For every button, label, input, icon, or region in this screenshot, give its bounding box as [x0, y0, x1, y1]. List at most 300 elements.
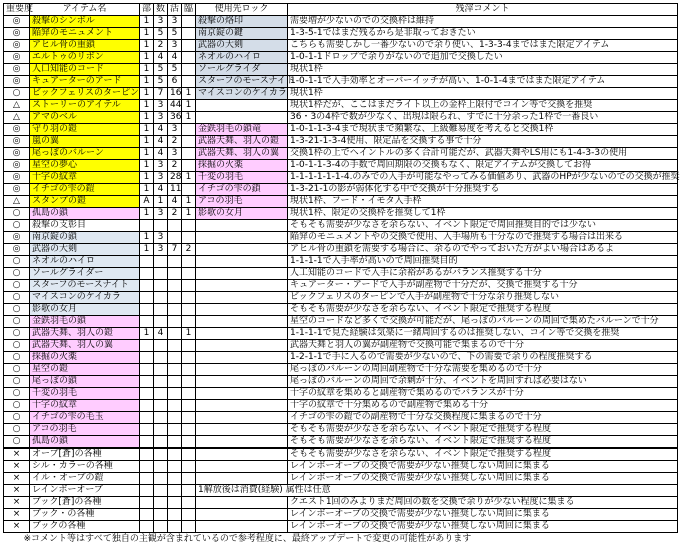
lock-target-cell [196, 400, 288, 412]
part-cell [140, 292, 154, 304]
table-row [4, 172, 678, 184]
part-cell: 1 [140, 76, 154, 88]
part-cell: 1 [140, 172, 154, 184]
count-cell: 1 [154, 196, 168, 208]
importance-cell: ◎ [4, 136, 30, 148]
comment-cell: そもそも需要が少なさを余らない、イベント限定で周回推奨目的では少ない [288, 220, 678, 232]
importance-cell: ◎ [4, 172, 30, 184]
temp-cell [182, 448, 196, 461]
importance-cell: △ [4, 112, 30, 124]
item-name-cell: ブック・の各種 [30, 509, 140, 521]
active-cell [168, 497, 182, 509]
comment-cell: 1-1-1-1で入手率が高いので周回推奨目的 [288, 256, 678, 268]
comment-cell: レインボーオーブの交換で需要が少ない推奨しない周回に集まる [288, 473, 678, 485]
table-row [4, 112, 678, 124]
active-cell [168, 316, 182, 328]
item-name-cell: ビックフェリスのターピン [30, 88, 140, 100]
importance-cell: ○ [4, 220, 30, 232]
part-cell [140, 509, 154, 521]
temp-cell [182, 184, 196, 196]
count-cell [154, 509, 168, 521]
lock-target-cell [196, 364, 288, 376]
table-row [4, 124, 678, 136]
item-name-cell: 尾っぽの鎖 [30, 376, 140, 388]
part-cell [140, 280, 154, 292]
header-count: 数 [154, 4, 168, 16]
item-name-cell: 十字の紋章 [30, 172, 140, 184]
active-cell: 6 [168, 76, 182, 88]
active-cell [168, 412, 182, 424]
importance-cell: ○ [4, 268, 30, 280]
count-cell: 4 [154, 124, 168, 136]
table-row [4, 328, 678, 340]
active-cell: 2 [168, 160, 182, 172]
count-cell [154, 412, 168, 424]
active-cell [168, 521, 182, 533]
part-cell: 1 [140, 40, 154, 52]
table-row [4, 521, 678, 533]
comment-cell: 星空のコードなど多くで交換が可能だが、尾っぽのバルーンの周回で集めたバルーンで十分 [288, 316, 678, 328]
table-row [4, 485, 678, 497]
importance-cell: ○ [4, 364, 30, 376]
item-name-cell: ブックの各種 [30, 521, 140, 533]
importance-cell: ○ [4, 280, 30, 292]
part-cell [140, 461, 154, 473]
header-active: 活 [168, 4, 182, 16]
item-name-cell: 千変の羽毛 [30, 388, 140, 400]
lock-target-cell [196, 412, 288, 424]
part-cell: 1 [140, 148, 154, 160]
item-table [3, 3, 678, 545]
count-cell: 4 [154, 148, 168, 160]
comment-cell: 現状1枠、フード・イモタ入手枠 [288, 196, 678, 208]
item-name-cell: ネオルのハイロ [30, 256, 140, 268]
item-name-cell: 採掘の火薬 [30, 352, 140, 364]
item-name-cell: 孤島の鎖 [30, 208, 140, 220]
lock-target-cell [196, 280, 288, 292]
part-cell [140, 316, 154, 328]
comment-cell: 陥穽のモニュメントやの交換で使用、入手場所も十分なので推奨する場合は出来る [288, 232, 678, 244]
item-name-cell: 金鉄羽毛の鎖 [30, 316, 140, 328]
temp-cell [182, 220, 196, 232]
active-cell [168, 461, 182, 473]
comment-cell: 需要増が少ないのでの交換枠は維持 [288, 16, 678, 28]
active-cell [168, 376, 182, 388]
temp-cell [182, 268, 196, 280]
active-cell: 3 [168, 16, 182, 28]
lock-target-cell [196, 232, 288, 244]
temp-cell [182, 461, 196, 473]
part-cell [140, 412, 154, 424]
active-cell: 3 [168, 124, 182, 136]
temp-cell [182, 436, 196, 449]
lock-target-cell: 金鉄羽毛の鎖竜 [196, 124, 288, 136]
importance-cell: ○ [4, 436, 30, 449]
temp-cell: 1 [182, 88, 196, 100]
comment-cell: 尾っぽのバルーンの周回で余剰が十分、イベントを周回すれば必要はない [288, 376, 678, 388]
table-row [4, 220, 678, 232]
count-cell: 3 [154, 16, 168, 28]
table-row [4, 64, 678, 76]
comment-cell: イチゴの雫の鎧での副産物で十分な交換程度に集まるので十分 [288, 412, 678, 424]
item-name-cell: 武器天舞、羽人の翼 [30, 340, 140, 352]
temp-cell [182, 364, 196, 376]
item-name-cell: シル・カラーの各種 [30, 461, 140, 473]
importance-cell: ○ [4, 316, 30, 328]
part-cell: 1 [140, 88, 154, 100]
temp-cell [182, 304, 196, 316]
lock-target-cell: 千変の羽毛 [196, 172, 288, 184]
table-row [4, 292, 678, 304]
importance-cell: ◎ [4, 28, 30, 40]
temp-cell [182, 64, 196, 76]
count-cell [154, 461, 168, 473]
count-cell: 2 [154, 40, 168, 52]
comment-cell: 1-0-1-1-3-4の手数で周回期限の交換もなく、限定アイテムが交換してお得 [288, 160, 678, 172]
lock-target-cell: ソールグライダ [196, 64, 288, 76]
item-name-cell: イル・オーブの鎧 [30, 473, 140, 485]
part-cell [140, 448, 154, 461]
active-cell: 5 [168, 64, 182, 76]
item-name-cell: イチゴの雫の毛玉 [30, 412, 140, 424]
part-cell: 1 [140, 64, 154, 76]
table-row [4, 88, 678, 100]
temp-cell [182, 232, 196, 244]
count-cell: 3 [154, 232, 168, 244]
part-cell: 1 [140, 52, 154, 64]
active-cell: 7 [168, 244, 182, 256]
active-cell [168, 400, 182, 412]
part-cell: 1 [140, 136, 154, 148]
lock-target-cell [196, 268, 288, 280]
active-cell [168, 473, 182, 485]
item-name-cell: 尾っぽのバルーン [30, 148, 140, 160]
item-name-cell: アヒル骨の重鎖 [30, 40, 140, 52]
importance-cell: ◎ [4, 244, 30, 256]
table-row [4, 232, 678, 244]
comment-cell: そもそも需要が少なさを余らない、イベント限定で推奨する程度 [288, 448, 678, 461]
active-cell [168, 436, 182, 449]
lock-target-cell [196, 112, 288, 124]
lock-target-cell: 武器天舞、羽人の翼 [196, 148, 288, 160]
importance-cell: ○ [4, 340, 30, 352]
item-name-cell: 殺撃の支彰目 [30, 220, 140, 232]
item-name-cell: 南京錠の鎖 [30, 232, 140, 244]
lock-target-cell [196, 316, 288, 328]
table-row [4, 497, 678, 509]
active-cell: 11 [168, 184, 182, 196]
count-cell [154, 364, 168, 376]
table-row [4, 412, 678, 424]
part-cell [140, 388, 154, 400]
footer-note: ※コメント等はすべて独自の主観が含まれているので参考程度に、最終アップデートで変更の可能性があります [4, 533, 678, 545]
header-importance: 重要度 [4, 4, 30, 16]
table-row [4, 76, 678, 88]
comment-cell: 1-2-1-1で手に入るので需要が少ないので、下の需要で余りの程度推奨する [288, 352, 678, 364]
count-cell [154, 436, 168, 449]
table-row [4, 400, 678, 412]
importance-cell: ○ [4, 412, 30, 424]
temp-cell [182, 292, 196, 304]
table-row [4, 376, 678, 388]
item-name-cell: アコの羽毛 [30, 424, 140, 436]
importance-cell: ○ [4, 388, 30, 400]
count-cell: 3 [154, 172, 168, 184]
part-cell [140, 424, 154, 436]
active-cell [168, 232, 182, 244]
comment-cell: 現状1枠だが、ここはまだライト以上の金枠上限付でコイン等で交換を推奨 [288, 100, 678, 112]
count-cell [154, 521, 168, 533]
table-row [4, 16, 678, 28]
importance-cell: ○ [4, 292, 30, 304]
count-cell [154, 388, 168, 400]
importance-cell: ○ [4, 424, 30, 436]
table-row [4, 256, 678, 268]
active-cell: 4 [168, 196, 182, 208]
table-row [4, 424, 678, 436]
comment-cell: 十字の紋章を集めると副産物で集めるのでバランスが十分 [288, 388, 678, 400]
importance-cell: × [4, 497, 30, 509]
active-cell [168, 304, 182, 316]
lock-target-cell [196, 509, 288, 521]
importance-cell: ○ [4, 256, 30, 268]
lock-target-cell: 採掘の火薬 [196, 160, 288, 172]
part-cell: A [140, 196, 154, 208]
importance-cell: ◎ [4, 124, 30, 136]
comment-cell: 現状1枠 [288, 64, 678, 76]
merged-note-cell: 1解放後は消費(経験) 属性は任意 [196, 485, 678, 497]
temp-cell [182, 148, 196, 160]
table-row [4, 268, 678, 280]
temp-cell: 1 [182, 112, 196, 124]
temp-cell [182, 316, 196, 328]
temp-cell: 1 [182, 328, 196, 340]
item-name-cell: 十字の紋章 [30, 400, 140, 412]
part-cell [140, 364, 154, 376]
temp-cell [182, 376, 196, 388]
active-cell: 4 [168, 52, 182, 64]
item-name-cell: 武器の大剣 [30, 244, 140, 256]
part-cell: 1 [140, 16, 154, 28]
item-name-cell: 殺撃のシンボル [30, 16, 140, 28]
count-cell: 3 [154, 160, 168, 172]
count-cell [154, 424, 168, 436]
temp-cell: 1 [182, 172, 196, 184]
part-cell: 1 [140, 244, 154, 256]
table-row [4, 436, 678, 449]
count-cell: 5 [154, 76, 168, 88]
part-cell [140, 485, 154, 497]
temp-cell: 1 [182, 196, 196, 208]
comment-cell: 武器天舞と羽人の翼が副産物で交換可能で集まるので十分 [288, 340, 678, 352]
count-cell [154, 376, 168, 388]
count-cell: 4 [154, 136, 168, 148]
part-cell [140, 400, 154, 412]
header-temp: 臨 [182, 4, 196, 16]
importance-cell: ◎ [4, 52, 30, 64]
temp-cell [182, 485, 196, 497]
importance-cell: ◎ [4, 76, 30, 88]
part-cell [140, 268, 154, 280]
part-cell: 1 [140, 112, 154, 124]
table-row [4, 340, 678, 352]
comment-cell: そもそも需要が少なさを余らない、イベント限定で推奨する程度 [288, 436, 678, 449]
lock-target-cell: イチゴの雫の鎖 [196, 184, 288, 196]
active-cell [168, 220, 182, 232]
temp-cell [182, 28, 196, 40]
active-cell [168, 424, 182, 436]
active-cell [168, 485, 182, 497]
count-cell [154, 448, 168, 461]
active-cell: 3 [168, 40, 182, 52]
item-name-cell: イチゴの雫の鎧 [30, 184, 140, 196]
count-cell: 5 [154, 64, 168, 76]
part-cell [140, 352, 154, 364]
temp-cell [182, 497, 196, 509]
item-name-cell: 人口知能のコード [30, 64, 140, 76]
table-row [4, 244, 678, 256]
comment-cell: 36・3の4枠で数が少なく、出現は限られ、すでに十分余った1枠で一番良い [288, 112, 678, 124]
importance-cell: ○ [4, 208, 30, 220]
table-row [4, 388, 678, 400]
item-name-cell: 守り羽の鎧 [30, 124, 140, 136]
active-cell [168, 328, 182, 340]
comment-cell: 現状1枠、限定の交換枠を推奨して1枠 [288, 208, 678, 220]
count-cell: 4 [154, 328, 168, 340]
item-name-cell: スタンプの鎧 [30, 196, 140, 208]
part-cell [140, 340, 154, 352]
lock-target-cell: 南京錠の鍵 [196, 28, 288, 40]
part-cell [140, 256, 154, 268]
active-cell [168, 448, 182, 461]
item-name-cell: エルトゥのリボン [30, 52, 140, 64]
item-name-cell: アマのベル [30, 112, 140, 124]
comment-cell: クエスト1回のみよりまだ周回の数を交換で余りが少ない程度に集まる [288, 497, 678, 509]
table-row [4, 52, 678, 64]
importance-cell: × [4, 473, 30, 485]
lock-target-cell: 武器天舞、羽人の鎧 [196, 136, 288, 148]
table-row [4, 196, 678, 208]
part-cell: 1 [140, 208, 154, 220]
part-cell: 1 [140, 100, 154, 112]
active-cell: 36 [168, 112, 182, 124]
comment-cell: 1-3-21-1の影が弱体化する中で交換が十分推奨する [288, 184, 678, 196]
lock-target-cell [196, 304, 288, 316]
part-cell [140, 521, 154, 533]
table-row [4, 364, 678, 376]
spreadsheet [3, 3, 677, 545]
importance-cell: ◎ [4, 232, 30, 244]
part-cell: 1 [140, 328, 154, 340]
part-cell: 1 [140, 160, 154, 172]
importance-cell: ○ [4, 400, 30, 412]
header-lock-target: 使用先ロック [196, 4, 288, 16]
item-name-cell: マイスコンのケイカラ [30, 292, 140, 304]
importance-cell: × [4, 521, 30, 533]
temp-cell: 1 [182, 208, 196, 220]
active-cell: 28 [168, 172, 182, 184]
importance-cell: × [4, 461, 30, 473]
importance-cell: ○ [4, 376, 30, 388]
lock-target-cell [196, 461, 288, 473]
temp-cell: 2 [182, 244, 196, 256]
temp-cell [182, 40, 196, 52]
count-cell [154, 352, 168, 364]
footer-row [4, 533, 678, 545]
active-cell [168, 509, 182, 521]
part-cell [140, 473, 154, 485]
item-name-cell: 嵐の翼 [30, 136, 140, 148]
item-name-cell: 星空の鎧 [30, 364, 140, 376]
active-cell [168, 268, 182, 280]
active-cell [168, 340, 182, 352]
item-name-cell: 影歌の女月 [30, 304, 140, 316]
comment-cell: 1-3-21-1-3-4使用、限定品を交換する事で十分 [288, 136, 678, 148]
count-cell [154, 400, 168, 412]
count-cell: 5 [154, 28, 168, 40]
table-row [4, 208, 678, 220]
count-cell [154, 485, 168, 497]
table-row [4, 509, 678, 521]
part-cell: 1 [140, 28, 154, 40]
comment-cell: キュアーター・アードで入手が副産物で十分だが、交換で推奨する十分 [288, 280, 678, 292]
lock-target-cell: 殺撃の烙印 [196, 16, 288, 28]
item-name-cell: スターフのモースナイト [30, 280, 140, 292]
item-name-cell: 星空の夢心 [30, 160, 140, 172]
active-cell: 16 [168, 88, 182, 100]
count-cell [154, 220, 168, 232]
part-cell: 1 [140, 232, 154, 244]
comment-cell: 尾っぽのバルーンの周回副産物で十分な需要を集めるので十分 [288, 364, 678, 376]
active-cell: 5 [168, 28, 182, 40]
part-cell [140, 220, 154, 232]
count-cell: 3 [154, 208, 168, 220]
lock-target-cell: ネオルのハイロ [196, 52, 288, 64]
importance-cell: × [4, 448, 30, 461]
importance-cell: ◎ [4, 184, 30, 196]
item-name-cell: オーブ[蒼]の各種 [30, 448, 140, 461]
importance-cell: ◎ [4, 16, 30, 28]
item-name-cell: ストーリーのアイテル [30, 100, 140, 112]
lock-target-cell: 影歌の女月 [196, 208, 288, 220]
lock-target-cell [196, 521, 288, 533]
item-name-cell: 陥穽のモニュメント [30, 28, 140, 40]
count-cell [154, 473, 168, 485]
temp-cell [182, 509, 196, 521]
temp-cell [182, 340, 196, 352]
active-cell [168, 280, 182, 292]
table-row [4, 461, 678, 473]
header-row [4, 4, 678, 16]
temp-cell [182, 388, 196, 400]
comment-cell: そもそも需要が少なさを余らない、イベント限定で推奨する程度 [288, 304, 678, 316]
lock-target-cell [196, 328, 288, 340]
comment-cell: 交換1枠の上でヘイントルの多く合計可能だが、武器天舞やLS用にも1-4-3-3の使用 [288, 148, 678, 160]
active-cell: 2 [168, 136, 182, 148]
part-cell [140, 304, 154, 316]
lock-target-cell [196, 340, 288, 352]
temp-cell [182, 52, 196, 64]
part-cell: 1 [140, 124, 154, 136]
header-part: 部 [140, 4, 154, 16]
comment-cell: そもそも需要が少なさを余らない、イベント限定で推奨する程度 [288, 424, 678, 436]
header-comment: 残滓コメント [288, 4, 678, 16]
active-cell [168, 364, 182, 376]
table-row [4, 280, 678, 292]
lock-target-cell [196, 497, 288, 509]
count-cell [154, 280, 168, 292]
part-cell [140, 497, 154, 509]
